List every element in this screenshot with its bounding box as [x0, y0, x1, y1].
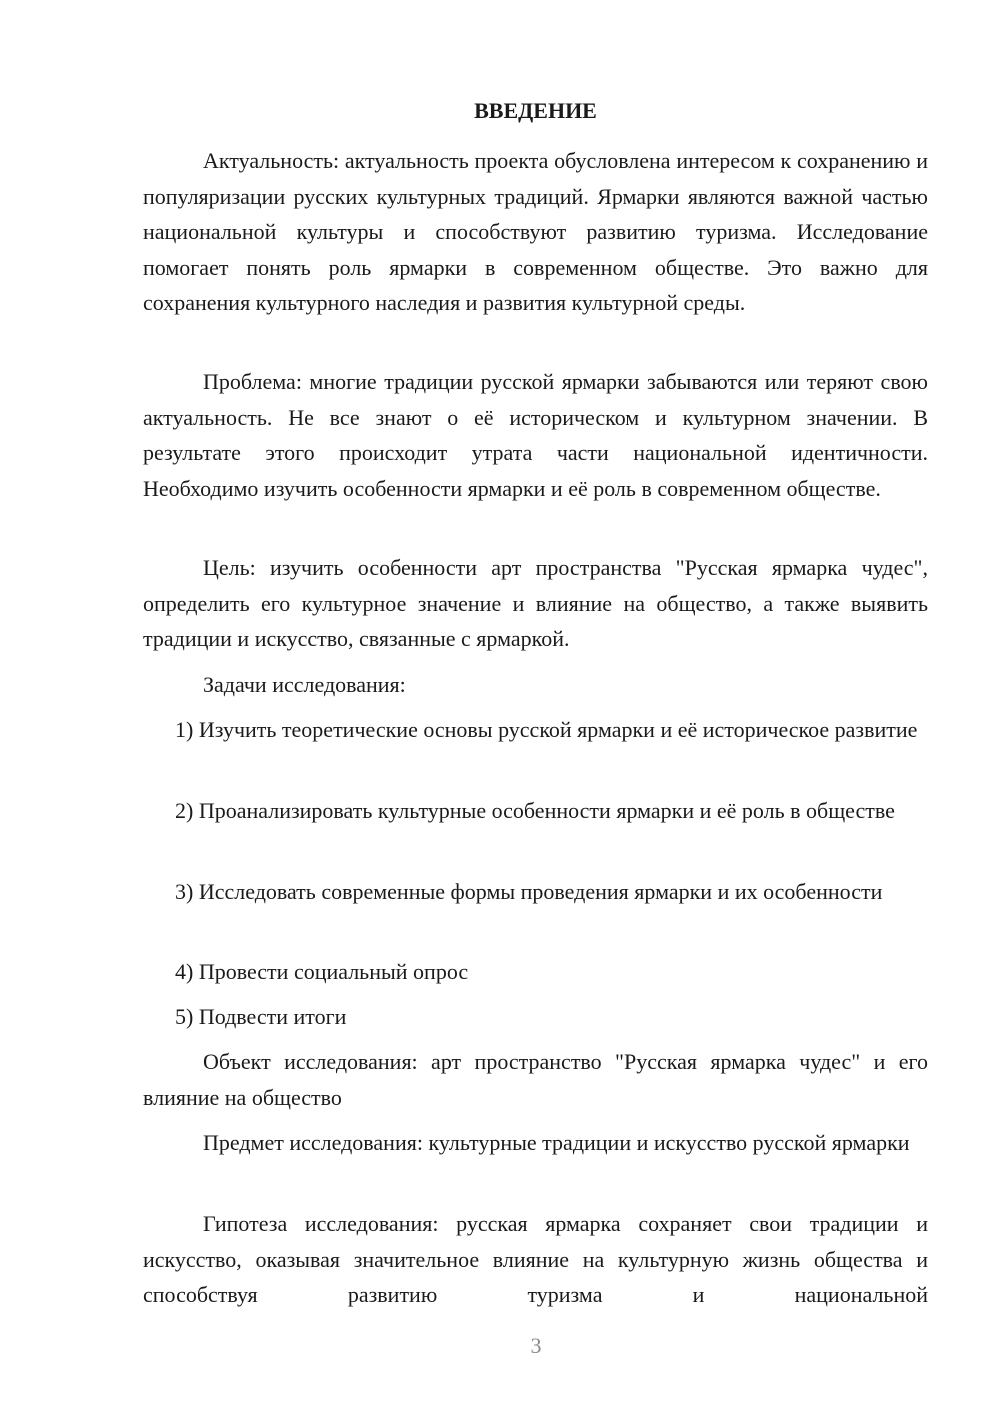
- page-number: 3: [530, 1333, 542, 1358]
- paragraph-goal: Цель: изучить особенности арт пространства "Русская ярмарка чудес", определить его культурное значение и влияние на общество, а также выявить традиции и искусство, связанные с ярмаркой.: [143, 555, 928, 651]
- paragraph-object: Объект исследования: арт пространство "Русская ярмарка чудес" и его влияние на общество: [143, 1049, 928, 1110]
- paragraph-relevance: Актуальность: актуальность проекта обусловлена интересом к сохранению и популяризации русских культурных традиций. Ярмарки являются важной частью национальной культуры и способствуют развитию туризма. Исследование помогает понять роль ярмарки в современном обществе. Это важно для сохранения культурного наследия и развития культурной среды.: [143, 148, 928, 315]
- paragraph-problem: Проблема: многие традиции русской ярмарки забываются или теряют свою актуальность. Не все знают о её историческом и культурном значении. В результате этого происходит утрата части национальной идентичности. Необходимо изучить особенности ярмарки и её роль в современном обществе.: [143, 369, 928, 501]
- paragraph-tasks-heading: Задачи исследования:: [203, 672, 406, 697]
- paragraph-subject: Предмет исследования: культурные традиции и искусство русской ярмарки: [203, 1130, 910, 1155]
- task-item-3: 3) Исследовать современные формы проведения ярмарки и их особенности: [175, 879, 883, 904]
- task-item-1: 1) Изучить теоретические основы русской ярмарки и её историческое развитие: [175, 717, 918, 742]
- section-title: ВВЕДЕНИЕ: [474, 98, 597, 123]
- task-item-2: 2) Проанализировать культурные особенности ярмарки и её роль в обществе: [175, 798, 895, 823]
- task-item-4: 4) Провести социальный опрос: [175, 959, 469, 984]
- paragraph-hypothesis: Гипотеза исследования: русская ярмарка сохраняет свои традиции и искусство, оказывая значительное влияние на культурную жизнь общества и способствуя развитию туризма и национальной: [143, 1211, 928, 1307]
- task-item-5: 5) Подвести итоги: [175, 1004, 347, 1029]
